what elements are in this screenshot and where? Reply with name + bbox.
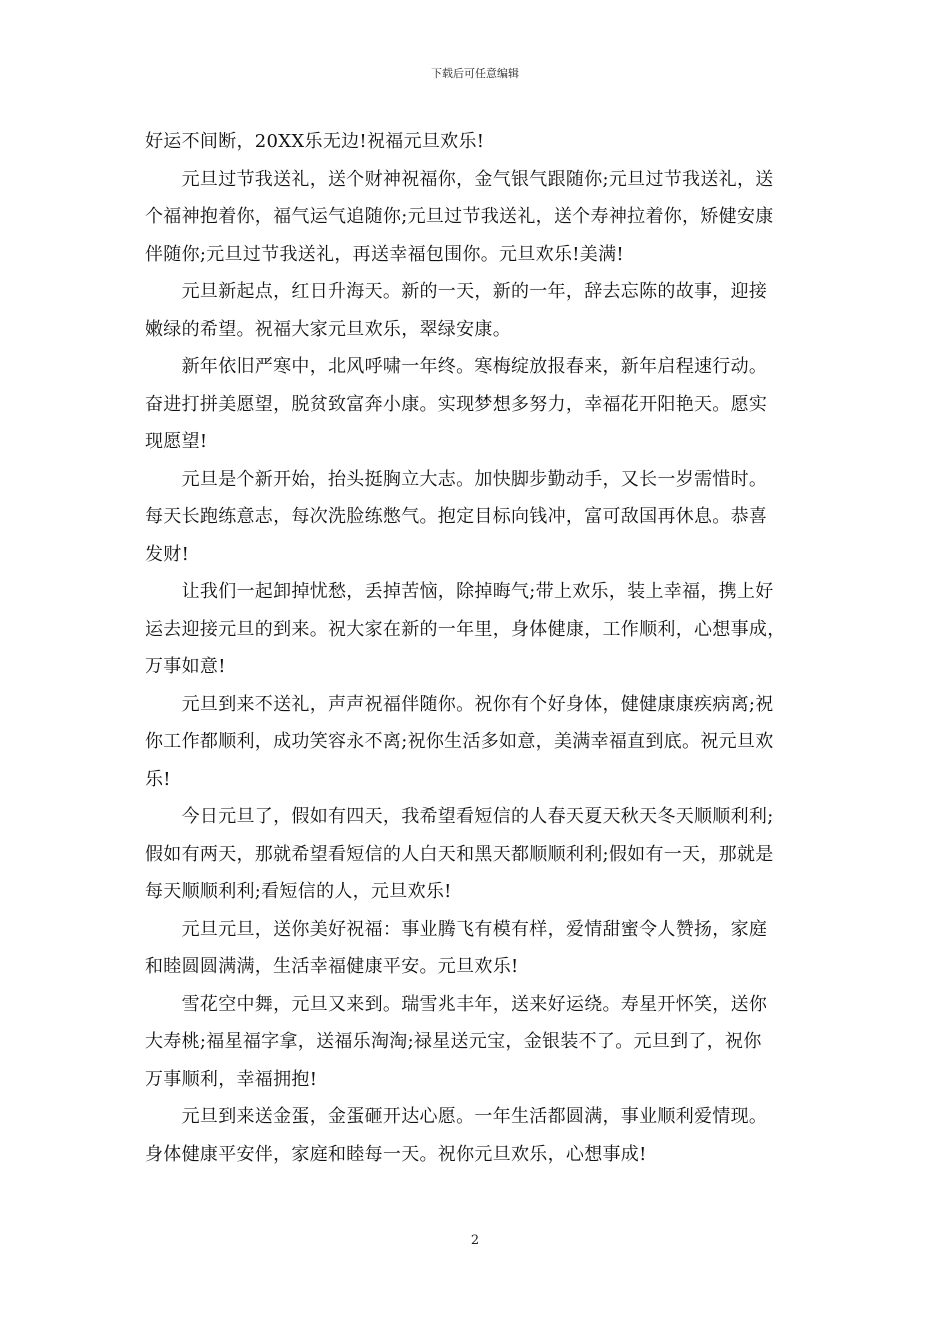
text-line: 元旦元旦，送你美好祝福：事业腾飞有模有样，爱情甜蜜令人赞扬，家庭 (145, 918, 768, 940)
paragraph (145, 911, 813, 986)
paragraph (145, 123, 813, 161)
paragraph (145, 273, 813, 348)
text-line: 身体健康平安伴，家庭和睦每一天。祝你元旦欢乐，心想事成! (145, 1143, 647, 1165)
text-line: 发财! (145, 543, 190, 565)
text-line: 每天顺顺利利;看短信的人，元旦欢乐! (145, 881, 452, 902)
text-line: 让我们一起卸掉忧愁，丢掉苦恼，除掉晦气;带上欢乐，装上幸福，携上好 (145, 581, 774, 602)
text-line: 万事顺利，幸福拥抱! (145, 1068, 318, 1090)
text-line: 奋进打拼美愿望，脱贫致富奔小康。实现梦想多努力，幸福花开阳艳天。愿实 (145, 393, 768, 415)
paragraph (145, 161, 813, 274)
text-line: 个福神抱着你，福气运气追随你;元旦过节我送礼，送个寿神拉着你，矫健安康 (145, 206, 774, 227)
text-line: 嫩绿的希望。祝福大家元旦欢乐，翠绿安康。 (145, 318, 511, 340)
text-line: 乐! (145, 768, 171, 790)
document-body (145, 123, 813, 1173)
paragraph (145, 1098, 813, 1173)
text-line: 元旦是个新开始，抬头挺胸立大志。加快脚步勤动手，又长一岁需惜时。 (145, 468, 768, 490)
paragraph (145, 573, 813, 686)
paragraph (145, 798, 813, 911)
text-line: 元旦过节我送礼，送个财神祝福你，金气银气跟随你;元旦过节我送礼，送 (145, 168, 774, 190)
text-line: 雪花空中舞，元旦又来到。瑞雪兆丰年，送来好运绕。寿星开怀笑，送你 (145, 993, 768, 1015)
text-line: 元旦到来送金蛋，金蛋砸开达心愿。一年生活都圆满，事业顺利爱情现。 (145, 1106, 768, 1127)
page-header: 下载后可任意编辑 (431, 67, 519, 80)
page-number: 2 (470, 1233, 480, 1248)
text-line: 假如有两天，那就希望看短信的人白天和黑天都顺顺利利;假如有一天，那就是 (145, 843, 774, 865)
paragraph (145, 986, 813, 1099)
paragraph (145, 461, 813, 574)
text-line: 你工作都顺利，成功笑容永不离;祝你生活多如意，美满幸福直到底。祝元旦欢 (145, 731, 774, 752)
text-line: 伴随你;元旦过节我送礼，再送幸福包围你。元旦欢乐!美满! (145, 243, 624, 265)
text-line: 元旦到来不送礼，声声祝福伴随你。祝你有个好身体，健健康康疾病离;祝 (145, 693, 774, 715)
text-line: 新年依旧严寒中，北风呼啸一年终。寒梅绽放报春来，新年启程速行动。 (145, 356, 768, 377)
paragraph (145, 686, 813, 799)
text-line: 现愿望! (145, 431, 208, 452)
paragraph (145, 348, 813, 461)
text-line: 今日元旦了，假如有四天，我希望看短信的人春天夏天秋天冬天顺顺利利; (145, 806, 774, 827)
text-line: 大寿桃;福星福字拿，送福乐淘淘;禄星送元宝，金银装不了。元旦到了，祝你 (145, 1031, 762, 1052)
text-line: 元旦新起点，红日升海天。新的一天，新的一年，辞去忘陈的故事，迎接 (145, 281, 768, 302)
text-line: 好运不间断，20XX乐无边!祝福元旦欢乐! (145, 131, 485, 152)
text-line: 运去迎接元旦的到来。祝大家在新的一年里，身体健康，工作顺利，心想事成， (145, 618, 786, 640)
text-line: 万事如意! (145, 656, 226, 677)
text-line: 每天长跑练意志，每次洗脸练憋气。抱定目标向钱冲，富可敌国再休息。恭喜 (145, 506, 768, 527)
text-line: 和睦圆圆满满，生活幸福健康平安。元旦欢乐! (145, 956, 519, 977)
